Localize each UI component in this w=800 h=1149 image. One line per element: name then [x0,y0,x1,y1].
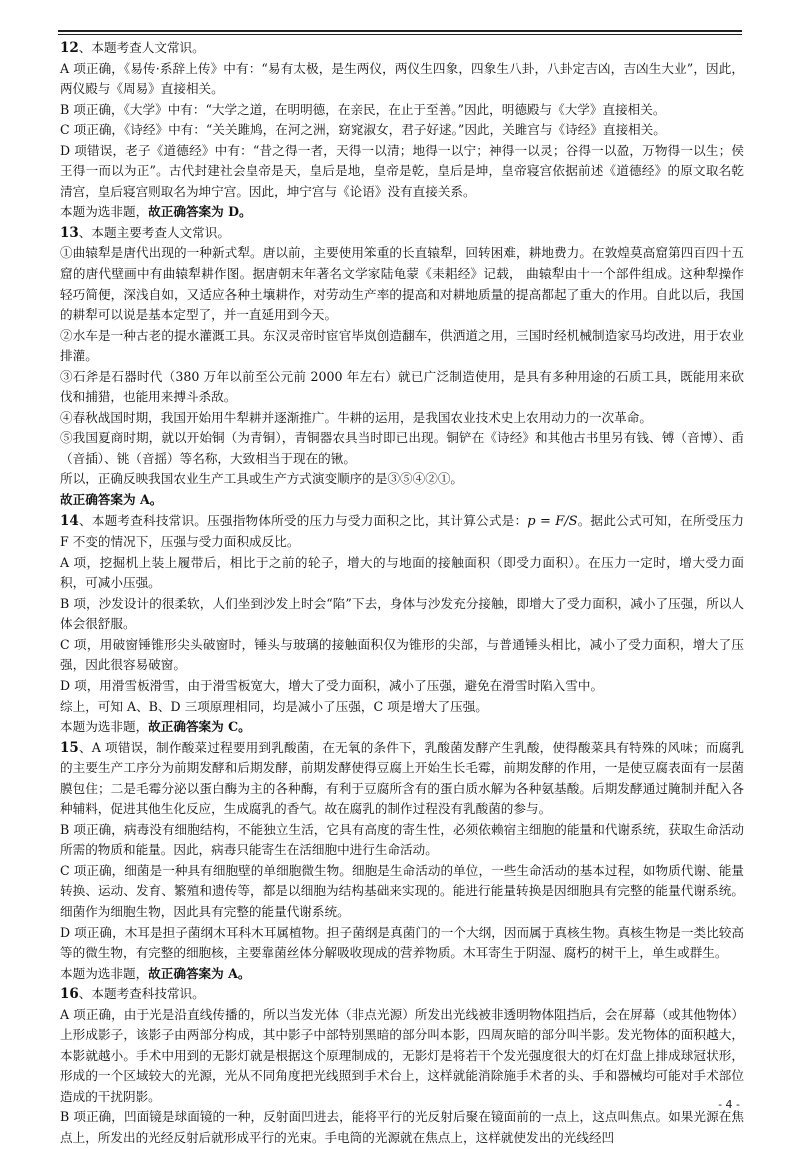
q15-answer: 故正确答案为 A。 [148,965,251,981]
page-number: - 4 - [718,1098,740,1111]
q14-formula: p = F/S [527,513,578,529]
q16-heading [60,984,744,1005]
q13-item-3: ③石斧是石器时代（380 万年以前至公元前 2000 年左右）就已广泛制造使用，是具有多种用途的石质工具，既能用来砍伐和捕猎，也能用来搏斗杀敌。 [60,368,744,405]
q13-title: 、本题主要考查人文常识。 [78,224,230,240]
q12-number: 12 [60,40,79,56]
q13-item-4: ④春秋战国时期，我国开始用牛犁耕并逐渐推广。牛耕的运用，是我国农业技术史上农用动力的一次革命。 [60,409,652,425]
q14-answer: 故正确答案为 C。 [148,719,251,735]
q14-title-before: 、本题考查科技常识。压强指物体所受的压力与受力面积之比，其计算公式是： [78,512,528,528]
q13-item-1: ①曲辕犁是唐代出现的一种新式犁。唐以前，主要使用笨重的长直辕犁，回转困难，耕地费力。在敦煌莫高窟第四百四十五窟的唐代壁画中有曲辕犁耕作图。据唐朝末年著名文学家陆龟蒙《耒耜经》记载， 曲辕犁由十一个部件组成。这种犁操作轻巧简便，深浅自如，又适应各种土壤耕作，对劳动生产率的提高和对耕地质量的提高都起了重大的作用。自此以后，我国的耕犁可以说是基本定型了，并一直延用到今天。 [60,245,744,323]
header-rule-thin [58,34,742,35]
document-body [60,38,744,1149]
q16-title: 、本题考查科技常识。 [78,986,205,1002]
q15-option-a-text: 、A 项错误，制作酸菜过程要用到乳酸菌，在无氧的条件下，乳酸菌发酵产生乳酸，使得酸菜具有特殊的风味；而腐乳的主要生产工序分为前期发酵和后期发酵，前期发酵使得豆腐上开始生长毛霉，前期发酵的作用，一是使豆腐表面有一层菌膜包住；二是毛霉分泌以蛋白酶为主的各种酶，有利于豆腐所含有的蛋白质水解为各种氨基酸。后期发酵通过腌制并配入各种辅料，促进其他生化反应，生成腐乳的香气。故在腐乳的制作过程没有乳酸菌的参与。 [60,739,744,817]
q14-summary: 综上，可知 A、B、D 三项原理相同，均是减小了压强，C 项是增大了压强。 [60,698,488,714]
q15-conclusion [60,964,744,985]
q15-option-c: C 项正确，细菌是一种具有细胞壁的单细胞微生物。细胞是生命活动的单位，一些生命活动的基本过程，如物质代谢、能量转换、运动、发育、繁殖和遗传等，都是以细胞为结构基础来实现的。能进行能量转换是因细胞具有完整的能量代谢系统。细菌作为细胞生物，因此具有完整的能量代谢系统。 [60,862,744,919]
q14-option-a: A 项，挖掘机上装上履带后，相比于之前的轮子，增大的与地面的接触面积（即受力面积）。在压力一定时，增大受力面积，可减小压强。 [60,554,744,591]
q12-conclusion [60,202,744,223]
q13-number: 13 [60,224,79,241]
q14-option-d: D 项，用滑雪板滑雪，由于滑雪板宽大，增大了受力面积，减小了压强，避免在滑雪时陷入雪中。 [60,677,604,693]
q13-answer: 故正确答案为 A。 [60,492,163,508]
q12-title: 、本题考查人文常识。 [78,40,205,55]
q14-option-b: B 项，沙发设计的很柔软，人们坐到沙发上时会“陷”下去，身体与沙发充分接触，即增大了受力面积，减小了压强，所以人体会很舒服。 [60,595,744,632]
q14-title-after: 。据此公式可知，在所受压力 F 不变的情况下，压强与受力面积成反比。 [60,512,744,550]
q13-heading [60,223,744,244]
q15-option-d: D 项正确，木耳是担子菌纲木耳科木耳属植物。担子菌纲是真菌门的一个大纲，因而属于真核生物。真核生物是一类比较高等的微生物，有完整的细胞核，主要靠菌丝体分解吸收现成的营养物质。木耳寄生于阴湿、腐朽的树干上，单生或群生。 [60,924,744,961]
q15-option-a [60,738,744,820]
q12-option-d: D 项错误，老子《道德经》中有：“昔之得一者，天得一以清；地得一以宁；神得一以灵；谷得一以盈，万物得一以生；侯王得一而以为正”。古代封建社会皇帝是天，皇后是地，皇帝是乾，皇后是坤，皇帝寝宫依据前述《道德经》的原文取名乾清宫，皇后寝宫则取名为坤宁宫。因此，坤宁宫与《论语》没有直接关系。 [60,142,744,199]
q14-conclusion-text: 本题为选非题， [60,719,149,735]
q16-number: 16 [60,986,79,1003]
header-rule [58,30,742,32]
q15-conclusion-text: 本题为选非题， [60,965,149,981]
q13-item-5: ⑤我国夏商时期，就以开始铜（为青铜），青铜器农具当时即已出现。铜铲在《诗经》和其他古书里另有钱、镈（音博）、臿（音插）、铫（音摇）等名称，大致相当于现在的锹。 [60,430,744,466]
q15-option-b: B 项正确，病毒没有细胞结构，不能独立生活，它具有高度的寄生性，必须依赖宿主细胞的能量和代谢系统，获取生命活动所需的物质和能量。因此，病毒只能寄生在活细胞中进行生命活动。 [60,821,744,858]
q13-item-2: ②水车是一种古老的提水灌溉工具。东汉灵帝时宦官毕岚创造翻车，供洒道之用，三国时经机械制造家马均改进，用于农业排灌。 [60,327,744,364]
q16-option-a: A 项正确，由于光是沿直线传播的，所以当发光体（非点光源）所发出光线被非透明物体阻挡后，会在屏幕（或其他物体）上形成影子，该影子由两部分构成，其中影子中部特别黑暗的部分叫本影，四周灰暗的部分叫半影。发光物体的面积越大，本影就越小。手术中用到的无影灯就是根据这个原理制成的，无影灯是将若干个发光强度很大的灯在灯盘上排成球冠状形，形成的一个区域较大的光源，光从不同角度把光线照到手术台上，这样就能消除施手术者的头、手和器械均可能对手术部位造成的干扰阴影。 [60,1006,744,1104]
q14-option-c: C 项，用破窗锤锥形尖头破窗时，锤头与玻璃的接触面积仅为锥形的尖部，与普通锤头相比，减小了受力面积，增大了压强，因此很容易破窗。 [60,636,744,673]
q12-heading [60,38,744,59]
q12-conclusion-text: 本题为选非题， [60,204,149,220]
q12-answer: 故正确答案为 D。 [148,204,252,220]
q12-option-a: A 项正确，《易传·系辞上传》中有：“易有太极，是生两仪，两仪生四象，四象生八卦，八卦定吉凶，吉凶生大业”，因此，两仪殿与《周易》直接相关。 [60,60,744,97]
q12-option-c: C 项正确，《诗经》中有：“关关雎鸠，在河之洲，窈窕淑女，君子好逑。”因此，关雎宫与《诗经》直接相关。 [60,122,666,138]
q13-summary: 所以，正确反映我国农业生产工具或生产方式演变顺序的是③⑤④②①。 [60,471,463,487]
q14-number: 14 [60,512,79,529]
q16-option-b: B 项正确，凹面镜是球面镜的一种，反射面凹进去，能将平行的光反射后聚在镜面前的一点上，这点叫焦点。如果光源在焦点上，所发出的光经反射后就形成平行的光束。手电筒的光源就在焦点上，这样就使发出的光线经凹 [60,1109,744,1145]
q14-conclusion [60,717,744,738]
q14-heading [60,511,744,553]
q12-option-b: B 项正确，《大学》中有：“大学之道，在明明德，在亲民，在止于至善。”因此，明德殿与《大学》直接相关。 [60,101,666,117]
q15-number: 15 [60,739,79,756]
